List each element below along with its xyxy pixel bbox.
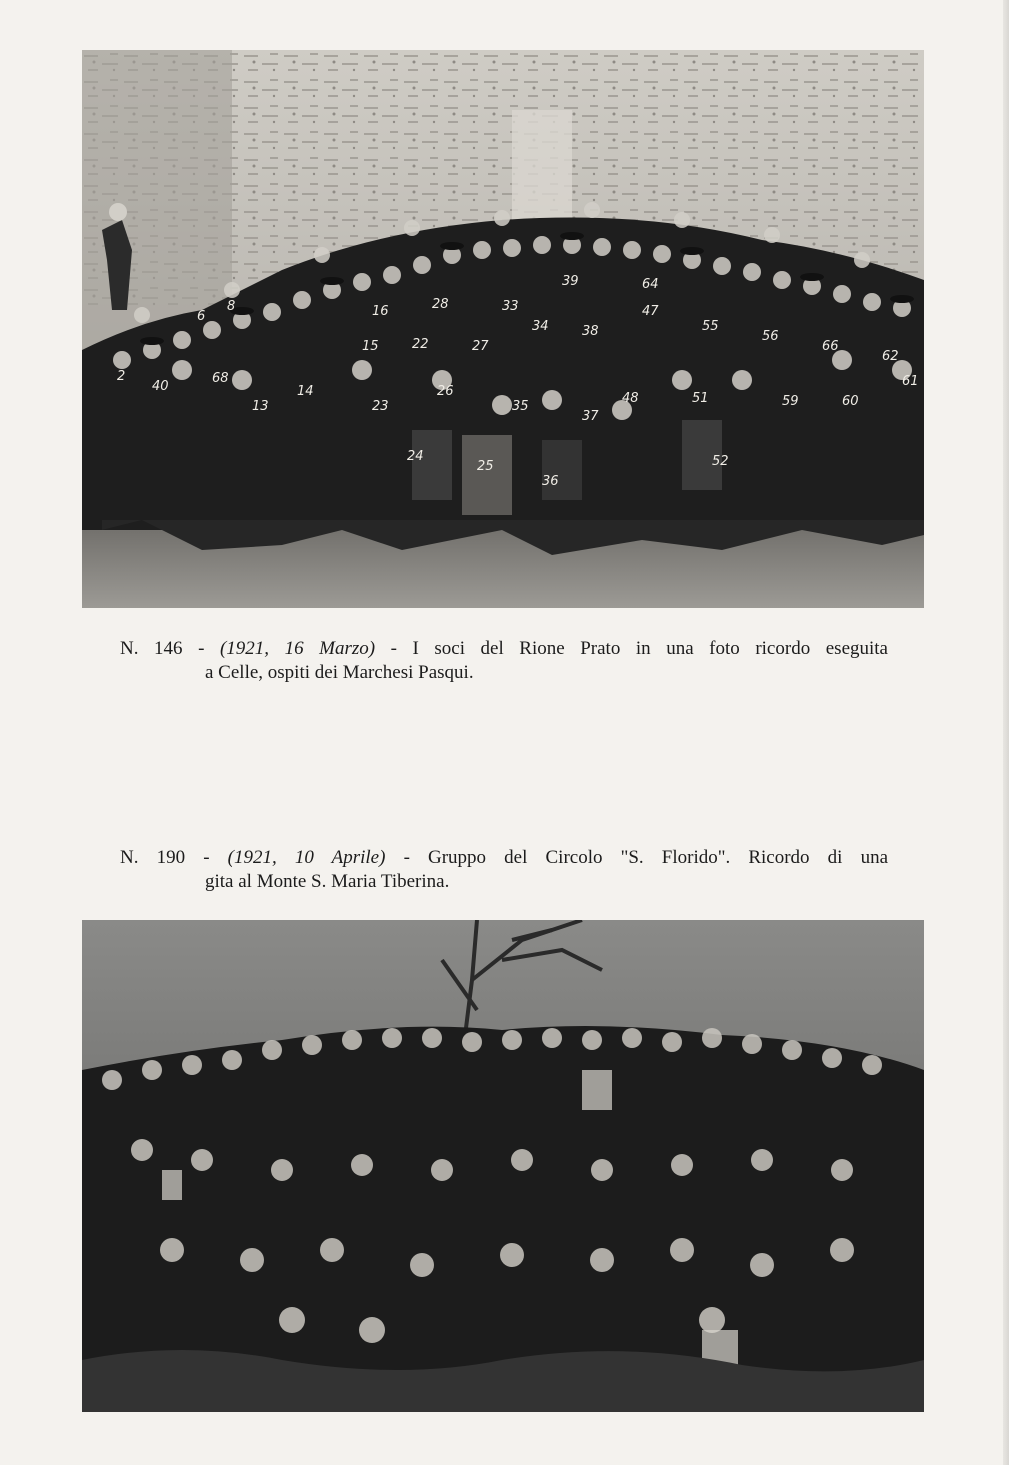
- person-number-label: 55: [702, 319, 719, 334]
- person-number-label: 27: [472, 339, 489, 354]
- person-number-label: 64: [642, 277, 659, 292]
- person-number-label: 23: [372, 399, 389, 414]
- photo-caption-146: [120, 637, 888, 685]
- person-number-label: 62: [882, 349, 899, 364]
- person-number-label: 33: [502, 299, 519, 314]
- caption-text: - I soci del Rione Prato in una foto ricordo eseguita: [390, 638, 888, 659]
- person-number-label: 40: [152, 379, 169, 394]
- person-number-label: 28: [432, 297, 449, 312]
- person-number-label: 35: [512, 399, 529, 414]
- caption-date: (1921, 10 Aprile): [227, 847, 386, 868]
- person-number-label: 16: [372, 304, 389, 319]
- person-number-label: 22: [412, 337, 429, 352]
- person-number-label: 61: [902, 374, 919, 389]
- photo-caption-190: [120, 846, 888, 894]
- caption-line-1: N. 146 - (1921, 16 Marzo) - I soci del Rione Prato in una foto ricordo eseguita: [120, 638, 888, 659]
- person-number-label: 48: [622, 391, 639, 406]
- group-photo-rione-prato: [82, 50, 924, 608]
- person-number-label: 66: [822, 339, 839, 354]
- person-number-label: 13: [252, 399, 269, 414]
- caption-number: N. 190: [120, 847, 186, 868]
- person-number-label: 39: [562, 274, 579, 289]
- caption-line-1: N. 190 - (1921, 10 Aprile) - Gruppo del Circolo "S. Florido". Ricordo di una: [120, 847, 888, 868]
- person-number-label: 8: [227, 299, 236, 314]
- page-edge: [1003, 0, 1009, 1465]
- person-number-label: 6: [197, 309, 206, 324]
- person-number-label: 47: [642, 304, 659, 319]
- photo-circolo-image: [82, 920, 924, 1412]
- caption-date: (1921, 16 Marzo): [219, 638, 376, 659]
- person-number-label: 34: [532, 319, 549, 334]
- person-number-label: 15: [362, 339, 379, 354]
- person-number-label: 25: [477, 459, 494, 474]
- caption-number: N. 146: [120, 638, 183, 659]
- person-number-label: 37: [582, 409, 599, 424]
- person-number-label: 38: [582, 324, 599, 339]
- group-photo-circolo-s-florido: [82, 920, 924, 1412]
- person-number-label: 51: [692, 391, 709, 406]
- person-number-label: 14: [297, 384, 314, 399]
- caption-line-2: a Celle, ospiti dei Marchesi Pasqui.: [205, 662, 474, 683]
- person-number-label: 2: [117, 369, 126, 384]
- caption-line-2: gita al Monte S. Maria Tiberina.: [205, 871, 450, 892]
- person-number-label: 36: [542, 474, 559, 489]
- person-number-label: 59: [782, 394, 799, 409]
- person-number-label: 26: [437, 384, 454, 399]
- person-number-label: 56: [762, 329, 779, 344]
- person-number-label: 68: [212, 371, 229, 386]
- person-number-label: 60: [842, 394, 859, 409]
- person-number-label: 52: [712, 454, 729, 469]
- photo-rione-prato-image: [82, 50, 924, 608]
- person-number-label: 24: [407, 449, 424, 464]
- caption-text: - Gruppo del Circolo "S. Florido". Ricordo di una: [403, 847, 888, 868]
